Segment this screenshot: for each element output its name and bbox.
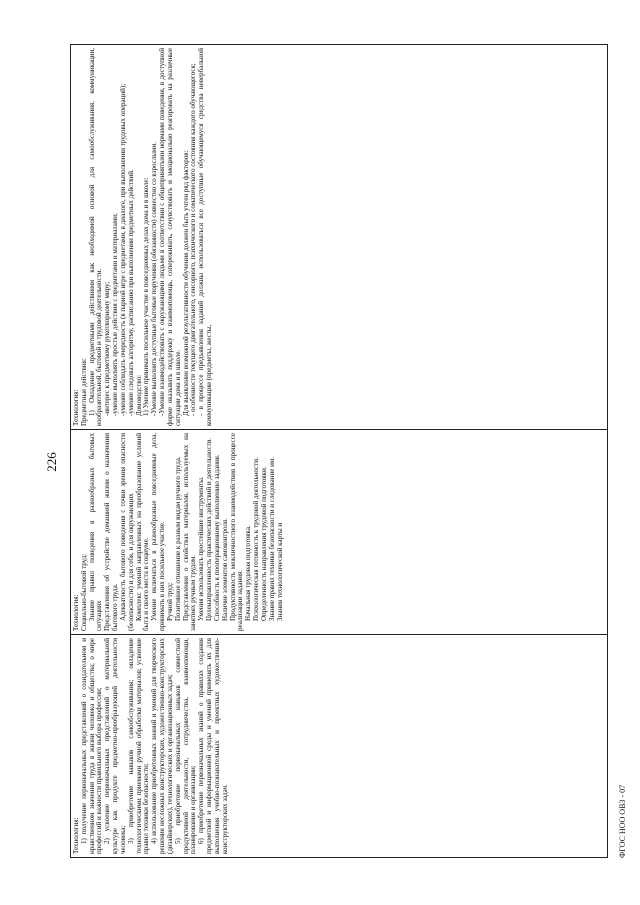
list-item: Умение включаться в разнообразные повседневные дела, принимать в них посильное участие. (150, 433, 167, 631)
column-general-results (71, 635, 608, 858)
list-item: Способность к пооперационному выполнению задания. (212, 454, 221, 621)
list-item: Комплекс умений направленных на преобразование условий быта и своего места в социуме. (134, 433, 151, 631)
list-item: -Умение выполнять доступные бытовые поручения (обязанности) совместно со взрослыми. (150, 142, 159, 416)
list-item: -умение выполнять простые действия с предметами и материалами; (111, 213, 120, 416)
column-heading: Технология: (72, 389, 80, 426)
list-item: -Умение взаимодействовать с окружающими людьми в соответствии с общепринятыми нормами поведения, в доступной форме оказывать поддержку и взаимопомощь, сопереживать, сочувствовать и эмоционально реагировать на различные ситуации дома и в школе. (158, 48, 182, 426)
list-item: 4) использование приобретенных знаний и умений для творческого решения несложных конструкторских, художественно-конструкторских (дизайнерских), технологических и организационных задач; (150, 638, 174, 854)
list-item: 1) получение первоначальных представлений о созидательном и нравственном значении труда в жизни человека и общества; о мире профессий и важности правильного выбора профессии; (79, 638, 104, 854)
list-item: Представления о свойствах материалов, используемых на занятиях ручным трудом. (181, 433, 198, 631)
column-heading: Технология: (72, 817, 80, 854)
list-item: Знание правил техники безопасности и следование им. (267, 456, 276, 621)
list-item: Начальная трудовая подготовка. (244, 525, 253, 621)
footer-code: ФГОС НОО ОВЗ - 07 (618, 784, 627, 858)
list-item: 5) приобретение первоначальных навыков совместной продуктивной деятельности, сотрудничества, взаимопомощи, планирования и организации; (173, 638, 198, 854)
list-item: Знание правил поведения в разнообразных бытовых ситуациях (87, 433, 104, 631)
list-item: Домоводство: (134, 374, 143, 416)
list-item: -умение следовать алгоритму, расписанию при выполнении предметных действий. (126, 169, 135, 416)
list-item: 2) усвоение первоначальных представлений о материальной культуре как продукте предметно-преобразующей деятельности человека; (103, 638, 127, 854)
list-item: 6) приобретение первоначальных знаний о правилах создания предметной и информационной среды и умений применять их для выполнения учебно-познавательных и проектных художественно-конструкторских задач. (197, 638, 229, 854)
list-item: Умения использовать простейшие инструменты. (197, 476, 206, 621)
standards-table (70, 44, 608, 858)
list-item: -умение соблюдать очередность (в парной игре с предметами, в диалоге, при выполнении трудовых операций); (118, 83, 127, 416)
list-item: Адекватность бытового поведения с точки зрения опасности (безопасности) и для себя, и для окружающих (118, 433, 135, 631)
list-item: Социально-бытовой труд: (79, 553, 88, 631)
list-item: Знания технологической карты и (275, 522, 284, 621)
list-item: 1) Овладение предметными действиями как необходимой основой для самообслуживания, коммуникации, изобразительной, бытовой и трудовой деятельности. (87, 48, 104, 426)
page-number: 226 (44, 452, 59, 472)
list-item: Наличие элементов самоконтроля. (220, 518, 229, 621)
list-item: Позитивное отношение к разным видам ручного труда. (173, 456, 182, 621)
list-item: Целенаправленность практических действий и деятельности. (205, 437, 214, 621)
list-item: Ручной труд: (165, 582, 174, 621)
table-row (71, 45, 608, 858)
column-domain-results (71, 45, 608, 430)
list-item: Предметные действия: (79, 358, 88, 426)
list-item: Определенность направления трудовой подготовки. (259, 466, 268, 621)
list-item: Представления об устройстве домашней жизни о назначении бытового труда. (103, 433, 120, 631)
rotated-page (44, 48, 627, 858)
list-item: Для выявления возможной результативности обучения должен быть учтен ряд факторов: (181, 150, 190, 416)
list-item: Психологическая готовность к трудовой деятельности. (252, 457, 261, 621)
column-heading: Технология: (72, 594, 80, 631)
column-variant-results (71, 430, 608, 635)
list-item: - особенности текущего двигательного, сенсорного, психического и соматического состояния каждого обучающегося; (189, 63, 198, 416)
list-item: Продуктивность межличностного взаимодействия в процессе реализации задания. (228, 433, 245, 631)
list-item: - в процессе предъявления заданий должны использоваться все доступные обучающемуся средства невербальной коммуникации (предметы, жесты, (197, 48, 214, 426)
list-item: 3) приобретение навыков самообслуживания; овладение технологическими приемами ручной обработки материалов; усвоение правил техники безопасности; (126, 638, 151, 854)
list-item: 1) Умение принимать посильное участие в повседневных делах дома и в школе: (142, 177, 151, 416)
list-item: -интерес к предметному рукотворному миру; (103, 281, 112, 416)
